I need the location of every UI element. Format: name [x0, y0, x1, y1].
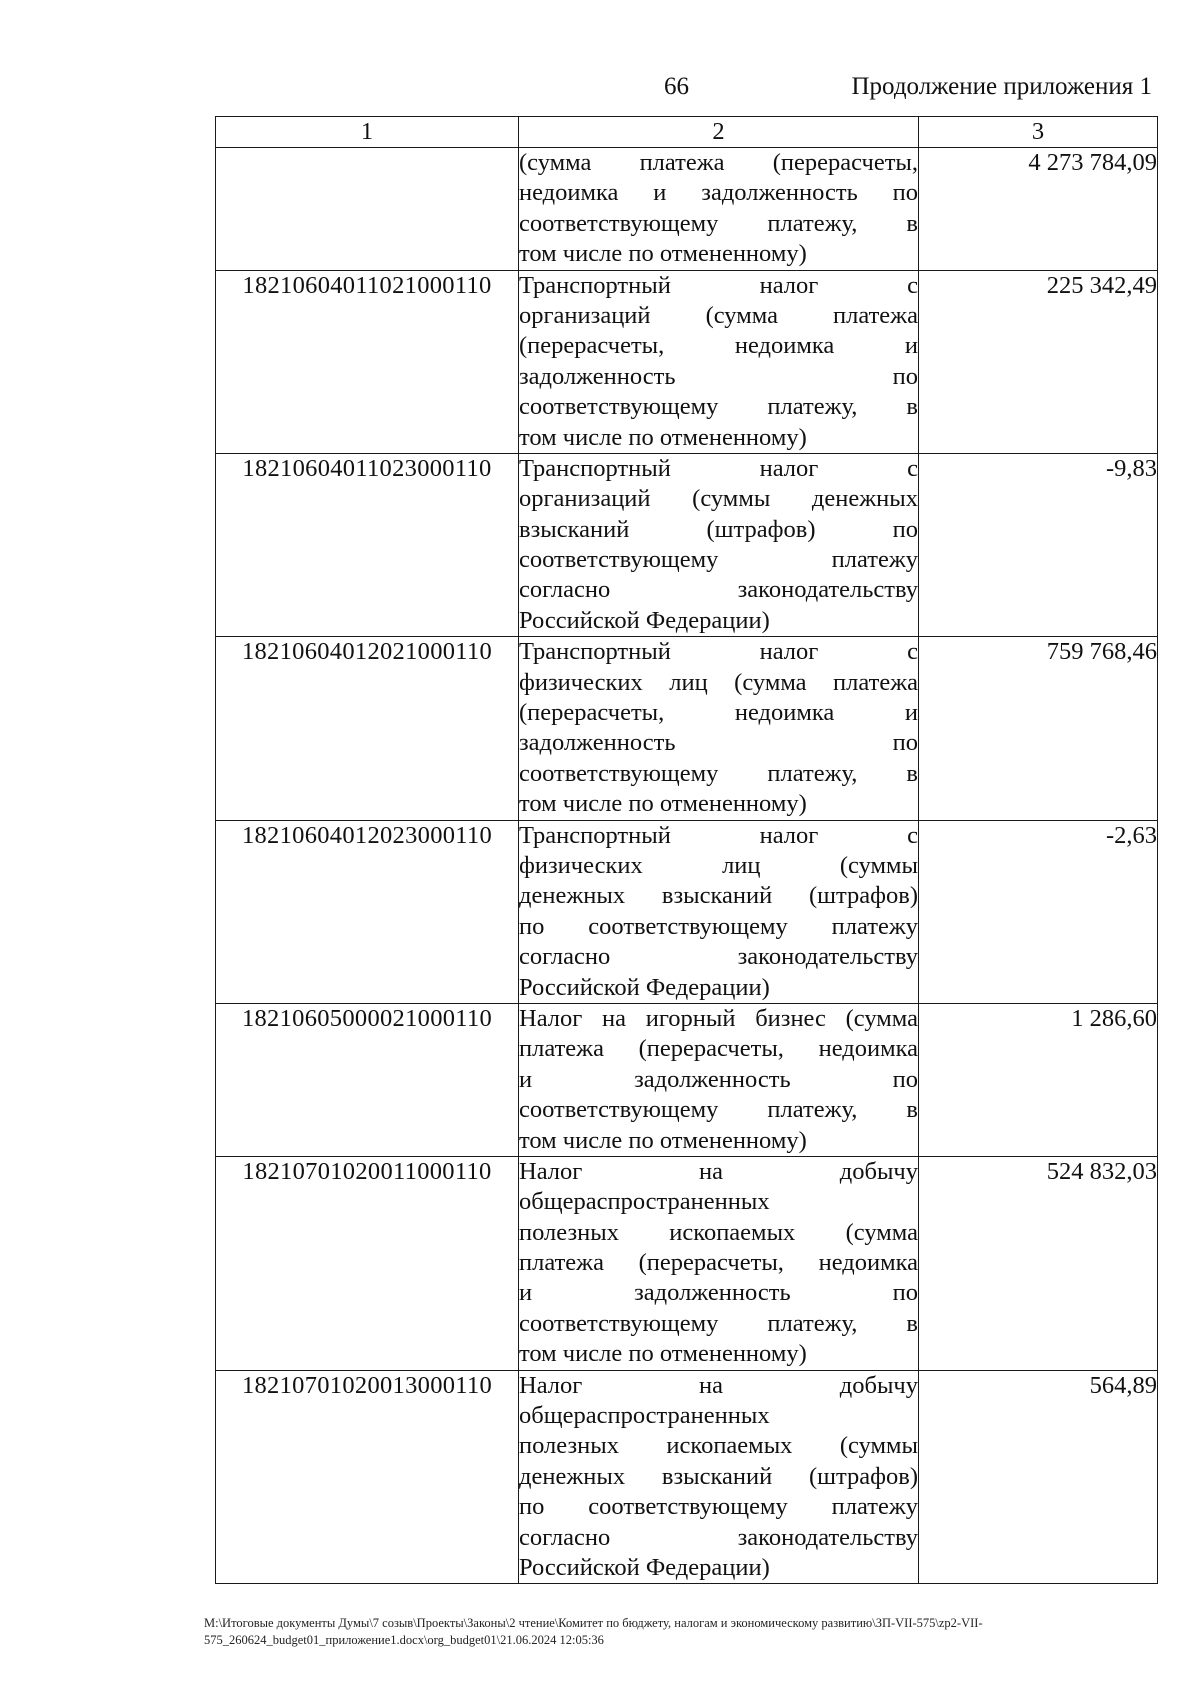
amount-cell: 564,89 — [919, 1370, 1158, 1584]
amount-cell: 524 832,03 — [919, 1156, 1158, 1370]
description-line: недоимка и задолженность по — [519, 179, 918, 207]
amount-cell: 759 768,46 — [919, 637, 1158, 820]
table-row — [216, 270, 1158, 453]
description-line: Налог на игорный бизнес (сумма — [519, 1004, 918, 1032]
description-line: соответствующему платежу, в — [519, 1096, 918, 1124]
description-line: задолженность по — [519, 362, 918, 390]
budget-code-cell: 18210605000021000110 — [216, 1003, 519, 1156]
table-row — [216, 820, 1158, 1003]
description-line: (перерасчеты, недоимка и — [519, 699, 918, 727]
document-footer-path: M:\Итоговые документы Думы\7 созыв\Проекты\Законы\2 чтение\Комитет по бюджету, налогам и экономическому развитию\ЗП-VII-575\zp2-VII-575_260624_budget01_приложение1.docx\org_budget01\21.06.2024 12:05:36 — [204, 1616, 983, 1647]
column-header-1: 1 — [216, 117, 519, 148]
description-cell — [519, 1156, 919, 1370]
description-line: согласно законодательству — [519, 943, 918, 971]
description-cell — [519, 270, 919, 453]
description-cell — [519, 453, 919, 636]
description-line: соответствующему платежу, в — [519, 209, 918, 237]
description-line: и задолженность по — [519, 1065, 918, 1093]
description-line: согласно законодательству — [519, 1523, 918, 1551]
column-header-2: 2 — [519, 117, 919, 148]
description-line: (перерасчеты, недоимка и — [519, 332, 918, 360]
budget-code-cell: 18210604012023000110 — [216, 820, 519, 1003]
amount-cell: 1 286,60 — [919, 1003, 1158, 1156]
description-line: полезных ископаемых (сумма — [519, 1218, 918, 1246]
description-line: Российской Федерации) — [519, 1553, 770, 1581]
description-line: том числе по отмененному) — [519, 423, 807, 451]
description-line: организаций (суммы денежных — [519, 485, 918, 513]
table-row — [216, 1156, 1158, 1370]
description-line: физических лиц (сумма платежа — [519, 668, 918, 696]
budget-code-cell: 18210701020013000110 — [216, 1370, 519, 1584]
description-line: платежа (перерасчеты, недоимка — [519, 1249, 918, 1277]
description-line: соответствующему платежу — [519, 546, 918, 574]
description-line: соответствующему платежу, в — [519, 759, 918, 787]
table-header-row — [216, 117, 1158, 148]
column-header-3: 3 — [919, 117, 1158, 148]
page-number: 66 — [664, 73, 689, 100]
description-line: (сумма платежа (перерасчеты, — [519, 149, 918, 176]
description-line: платежа (перерасчеты, недоимка — [519, 1035, 918, 1063]
description-cell — [519, 1370, 919, 1584]
table-body — [216, 148, 1158, 1584]
amount-cell: 225 342,49 — [919, 270, 1158, 453]
description-line: общераспространенных — [519, 1402, 770, 1430]
budget-code-cell: 18210604011023000110 — [216, 453, 519, 636]
description-line: Российской Федерации) — [519, 606, 770, 634]
description-line: взысканий (штрафов) по — [519, 515, 918, 543]
budget-code-cell — [216, 148, 519, 271]
description-line: том числе по отмененному) — [519, 240, 807, 268]
budget-code-cell: 18210701020011000110 — [216, 1156, 519, 1370]
description-line: согласно законодательству — [519, 576, 918, 604]
description-line: денежных взысканий (штрафов) — [519, 1462, 918, 1490]
description-line: соответствующему платежу, в — [519, 393, 918, 421]
description-line: том числе по отмененному) — [519, 790, 807, 818]
description-line: и задолженность по — [519, 1279, 918, 1307]
amount-cell: 4 273 784,09 — [919, 148, 1158, 271]
description-cell — [519, 637, 919, 820]
description-line: по соответствующему платежу — [519, 912, 918, 940]
description-cell — [519, 820, 919, 1003]
description-line: Транспортный налог с — [519, 454, 918, 482]
continuation-label: Продолжение приложения 1 — [851, 73, 1152, 100]
description-cell — [519, 148, 919, 271]
budget-code-cell: 18210604012021000110 — [216, 637, 519, 820]
description-line: по соответствующему платежу — [519, 1493, 918, 1521]
description-line: том числе по отмененному) — [519, 1126, 807, 1154]
description-line: Транспортный налог с — [519, 821, 918, 849]
amount-cell: -9,83 — [919, 453, 1158, 636]
description-line: Российской Федерации) — [519, 973, 770, 1001]
description-line: Налог на добычу — [519, 1371, 918, 1399]
description-line: организаций (сумма платежа — [519, 301, 918, 329]
amount-cell: -2,63 — [919, 820, 1158, 1003]
description-line: Транспортный налог с — [519, 271, 918, 299]
description-line: соответствующему платежу, в — [519, 1309, 918, 1337]
budget-code-cell: 18210604011021000110 — [216, 270, 519, 453]
description-line: Транспортный налог с — [519, 638, 918, 666]
table-row — [216, 453, 1158, 636]
description-line: денежных взысканий (штрафов) — [519, 882, 918, 910]
table-row — [216, 637, 1158, 820]
table-row — [216, 1003, 1158, 1156]
description-line: общераспространенных — [519, 1188, 770, 1216]
description-line: физических лиц (суммы — [519, 851, 918, 879]
description-cell — [519, 1003, 919, 1156]
description-line: задолженность по — [519, 729, 918, 757]
table-row — [216, 148, 1158, 271]
budget-table — [215, 116, 1158, 1584]
description-line: том числе по отмененному) — [519, 1340, 807, 1368]
description-line: полезных ископаемых (суммы — [519, 1432, 918, 1460]
description-line: Налог на добычу — [519, 1157, 918, 1185]
table-row — [216, 1370, 1158, 1584]
